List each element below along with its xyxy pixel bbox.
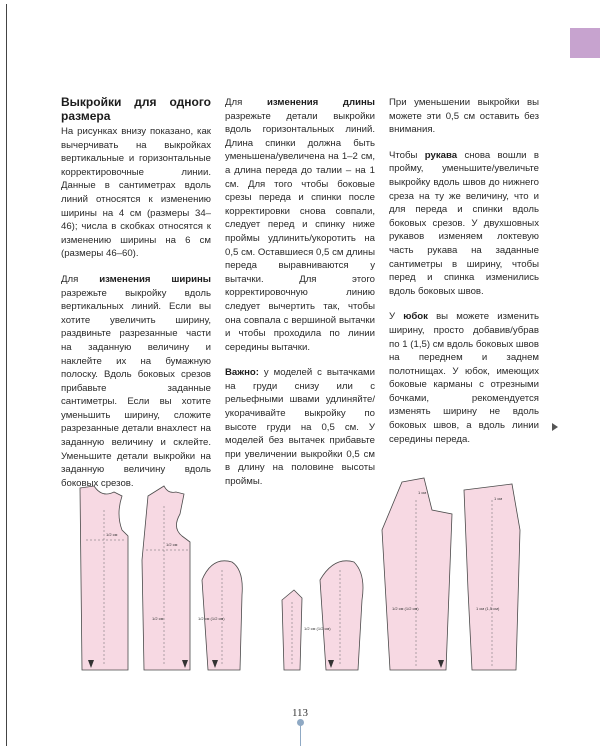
label-e: 1/2 см (1/2 см) xyxy=(304,626,331,631)
sleeve-piece-3 xyxy=(320,561,363,670)
text: у моделей с вытачками на груди снизу или с рельефными швами удлиняйте/укорачивайте выкройку по высоте груди на 0,5 см. У моделей без вытачек прибавьте при увеличении выкройки 0,5 см в длину на половине высоты проймы. xyxy=(225,367,375,488)
label-c: 1/2 см xyxy=(152,616,164,621)
paragraph xyxy=(61,273,211,491)
label-i: 1 см xyxy=(494,496,503,501)
text-column-3 xyxy=(389,96,539,458)
text: разрежьте выкройку вдоль вертикальных линий. Если вы хотите увеличить ширину, раздвиньте разрезанные части на заданную величину и наклейте их на бумажную полоску. Вдоль боковых срезов прибавьте заданные сантиметры. Если вы хотите уменьшить ширину, сложите разрезанные детали внахлест на заданную величину и склейте. Уменьшите детали выкройки на заданную величину вдоль боковых срезов. xyxy=(61,287,211,489)
bold-term: рукава xyxy=(424,149,458,161)
label-b: 1/2 см xyxy=(166,542,178,547)
text: снова вошли в пройму, уменьшите/увеличьте выкройку вдоль швов до нижнего среза на ту же величину, что и для переда и спинки вдоль боковых срезов. У двухшовных рукавов изменяем локтевую часть рукава на заданные сантиметры в ширину, чтобы перед и спинка изменились вдоль боковых швов. xyxy=(389,149,539,297)
paragraph: При уменьшении выкройки вы можете эти 0,5 см оставить без внимания. xyxy=(389,97,539,136)
bold-term: Важно: xyxy=(225,367,259,379)
paragraph xyxy=(389,310,539,446)
skirt-front-piece xyxy=(382,478,452,670)
paragraph xyxy=(389,149,539,299)
text: У xyxy=(389,311,404,323)
label-g: 1/2 см (1/2 см) xyxy=(392,606,419,611)
text: Для xyxy=(225,97,267,108)
text-column-1 xyxy=(61,96,211,502)
text: Для xyxy=(61,273,100,285)
label-d: 1/2 см (1/2 см) xyxy=(198,616,225,621)
text: вы можете изменить ширину, просто добавив/убрав по 1 (1,5) см вдоль боковых швов на переднем и заднем полотнищах. У юбок, имеющих боковые карманы с отрезными бочками, рекомендуется изменять ширину не вдоль боковых швов, а вдоль линии середины переда. xyxy=(389,311,540,445)
label-f: 1 см xyxy=(418,490,427,495)
bold-term: изменения ширины xyxy=(99,273,211,285)
pattern-diagrams xyxy=(72,470,552,695)
label-a: 1/2 см xyxy=(106,532,118,537)
arrow-right-icon xyxy=(552,423,558,431)
text-column-2 xyxy=(225,96,375,501)
label-h: 1 см (1,5 см) xyxy=(476,606,500,611)
section-heading: Выкройки для одного размера xyxy=(61,95,211,123)
text: разрежьте детали выкройки вдоль горизонтальных линий. Длина спинки должна быть уменьшена/увеличена на 1–2 см, а длина переда до талии – на 1 см. Для того чтобы боковые срезы переда и спинки после корректировки снова совпали, следует перед и спинку ниже проймы удлинить/укоротить на 0,5 см. Оставшиеся 0,5 см длины переда выравниваются у вытачки. Для этого корректировочную линию следует вычертить так, чтобы она совпала с вершиной вытачки и чтобы проходила по линии середины вытачки. xyxy=(225,110,375,353)
chapter-tab xyxy=(570,28,600,58)
bold-term: юбок xyxy=(403,311,428,323)
paragraph: На рисунках внизу показано, как вычерчивать на выкройках вертикальные и горизонтальные корректировочные линии. Данные в сантиметрах вдоль линий относятся к изменению ширины на 4 см (размеры 34–46); числа в скобках относятся к изменению ширины на 6 см (размеры 46–60). xyxy=(61,126,211,260)
bottom-dot-icon xyxy=(297,719,304,726)
bold-term: изменения длины xyxy=(266,97,375,108)
paragraph xyxy=(225,96,375,354)
bodice-back-piece xyxy=(142,486,190,670)
page-number: 113 xyxy=(291,707,309,719)
text: Чтобы xyxy=(389,149,425,161)
